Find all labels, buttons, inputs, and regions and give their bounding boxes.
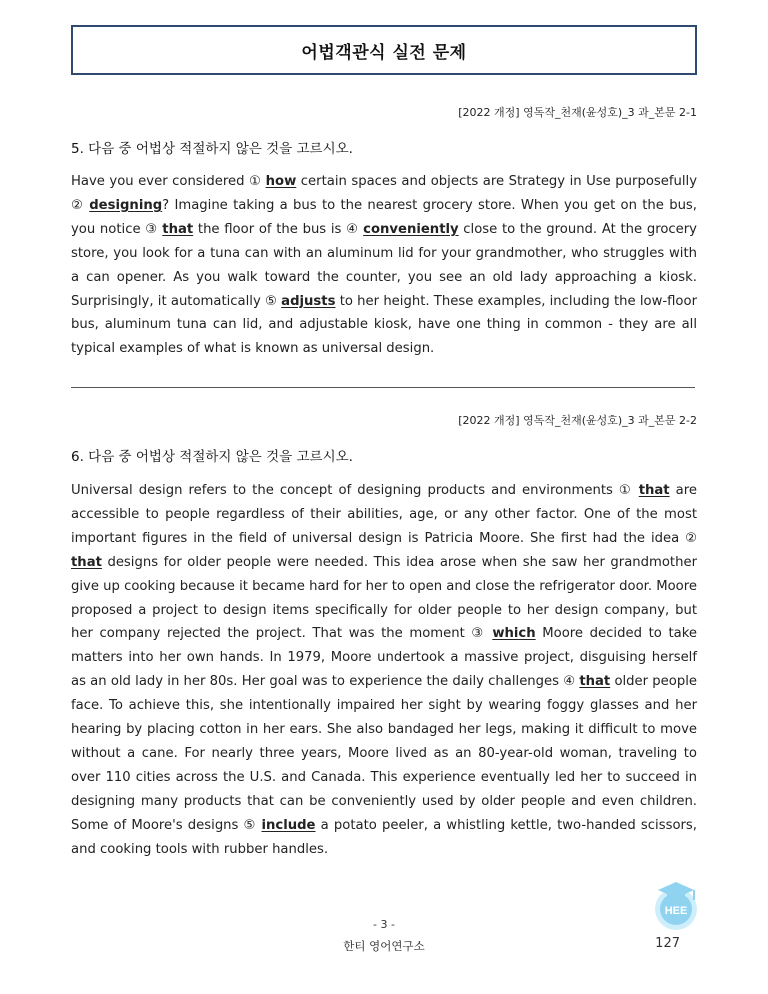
choice-4-word: that	[579, 674, 611, 690]
question-6-prompt: 6. 다음 중 어법상 적절하지 않은 것을 고르시오.	[71, 449, 353, 465]
source-label-q5: [2022 개정] 영독작_천재(윤성호)_3 과_본문 2-1	[458, 106, 697, 119]
title-box	[71, 25, 697, 75]
choice-2-word: that	[71, 554, 102, 570]
choice-4-word: conveniently	[363, 221, 459, 237]
page-title: 어법객관식 실전 문제	[301, 42, 467, 63]
footer-org: 한티 영어연구소	[343, 939, 425, 953]
choice-1-word: that	[638, 483, 670, 498]
page-marker: - 3 -	[373, 918, 395, 931]
svg-text:HEE: HEE	[664, 905, 688, 917]
passage-q5: Have you ever considered ① how certain spaces and objects are Strategy in Use purposefully ② designing? Imagine taking a bus to the nearest grocery store. When you get on the bus, you notice ③ that the floor of the bus is ④ conveniently close to the ground. At the grocery store, you look for a tuna can with an aluminum lid for your grandmother, who struggles with a can opener. As you walk toward the counter, you see an old lady approaching a kiosk. Surprisingly, it automatically ⑤ adjusts to her height. These examples, including the low-floor bus, aluminum tuna can lid, and adjustable kiosk, have one thing in common - they are all typical examples of what is known as universal design.	[71, 174, 698, 357]
passage-q6: Universal design refers to the concept of designing products and environments ① that are accessible to people regardless of their abilities, age, or any other factor. One of the most important figures in the field of universal design is Patricia Moore. She first had the idea ② that designs for older people were needed. This idea arose when she saw her grandmother give up cooking because it became hard for her to open and close the refrigerator door. Moore proposed a project to design items specifically for older people to her design company, but her company rejected the project. That was the moment ③ which Moore decided to take matters into her own hands. In 1979, Moore undertook a massive project, disguising herself as an old lady in her 80s. Her goal was to experience the daily challenges ④ that older people face. To achieve this, she intentionally impaired her sight by wearing foggy glasses and her hearing by placing cotton in her ears. She also bandaged her legs, making it difficult to move without a cane. For nearly three years, Moore lived as an 80-year-old woman, traveling to over 110 cities across the U.S. and Canada. This experience eventually led her to succeed in designing many products that can be conveniently used by older people and even children. Some of Moore's designs ⑤ include a potato peeler, a whistling kettle, two-handed scissors, and cooking tools with rubber handles.	[71, 483, 697, 857]
choice-3-word: that	[162, 221, 194, 237]
question-5-prompt: 5. 다음 중 어법상 적절하지 않은 것을 고르시오.	[71, 141, 353, 157]
source-label-q6: [2022 개정] 영독작_천재(윤성호)_3 과_본문 2-2	[458, 414, 697, 427]
choice-5-word: include	[261, 817, 316, 833]
choice-3-word: which	[492, 626, 536, 642]
choice-1-word: how	[265, 174, 297, 189]
page-number: 127	[655, 936, 680, 951]
choice-2-word: designing	[89, 197, 163, 213]
section-divider	[71, 387, 695, 388]
choice-5-word: adjusts	[281, 293, 336, 309]
